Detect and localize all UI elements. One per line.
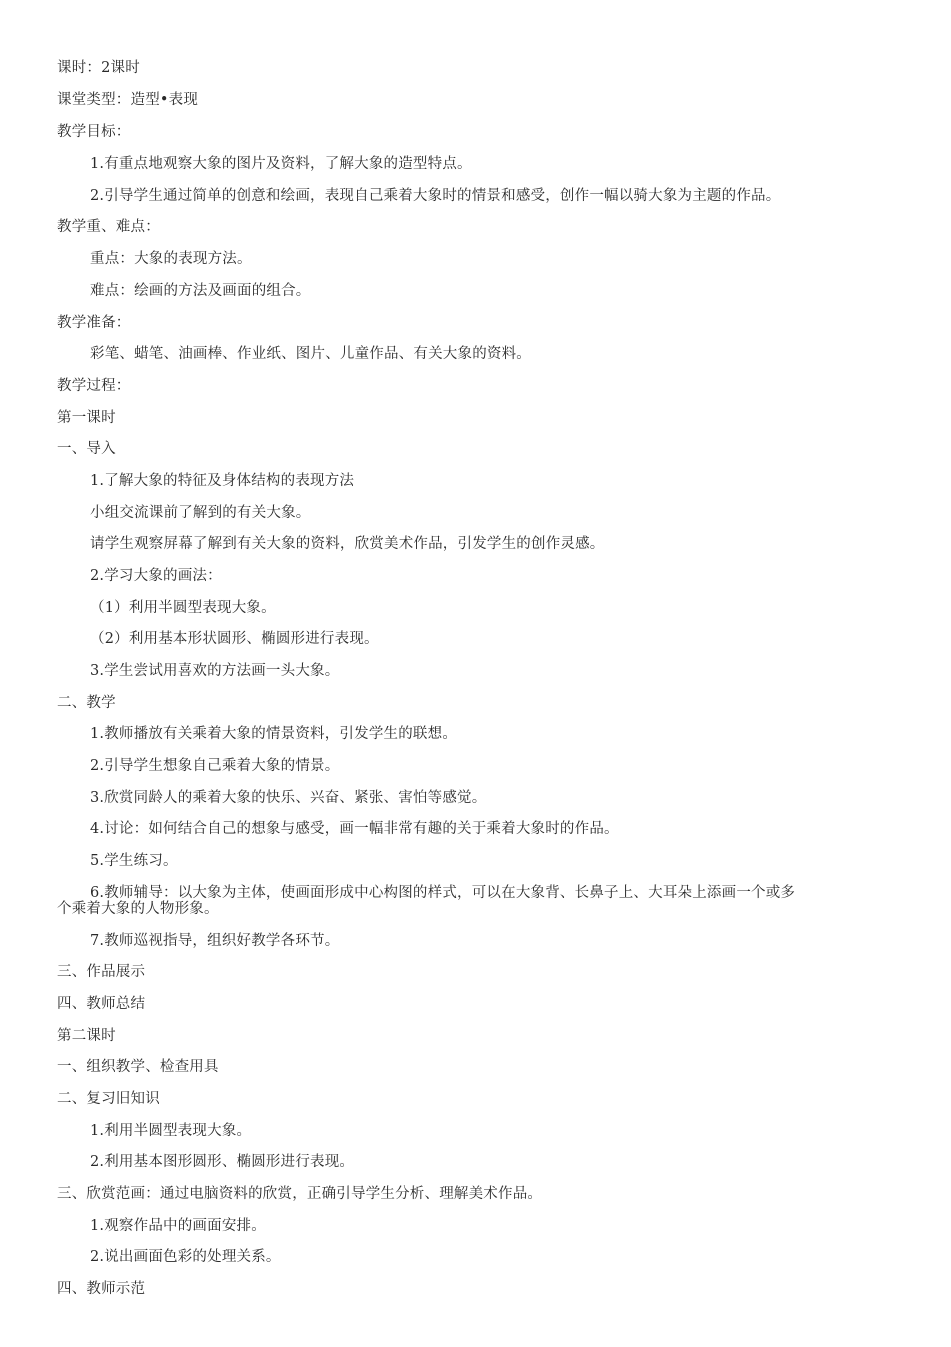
step-item-continued: 个乘着大象的人物形象。 bbox=[57, 901, 219, 917]
lesson-type: 课堂类型：造型•表现 bbox=[57, 92, 199, 108]
step-item: 1.教师播放有关乘着大象的情景资料，引发学生的联想。 bbox=[90, 726, 458, 742]
section-heading: 四、教师示范 bbox=[57, 1281, 146, 1297]
step-item: 1.了解大象的特征及身体结构的表现方法 bbox=[90, 473, 355, 489]
difficult-point: 难点：绘画的方法及画面的组合。 bbox=[90, 283, 311, 299]
heading-preparation: 教学准备： bbox=[57, 315, 131, 331]
step-item: 2.利用基本图形圆形、椭圆形进行表现。 bbox=[90, 1154, 355, 1170]
section-heading: 一、组织教学、检查用具 bbox=[57, 1059, 219, 1075]
key-point: 重点：大象的表现方法。 bbox=[90, 251, 252, 267]
section-heading: 三、作品展示 bbox=[57, 964, 146, 980]
preparation-materials: 彩笔、蜡笔、油画棒、作业纸、图片、儿童作品、有关大象的资料。 bbox=[90, 346, 531, 362]
step-item: 小组交流课前了解到的有关大象。 bbox=[90, 505, 311, 521]
objective-item: 2.引导学生通过简单的创意和绘画，表现自己乘着大象时的情景和感受，创作一幅以骑大象为主题的作品。 bbox=[90, 188, 781, 204]
step-item: 2.说出画面色彩的处理关系。 bbox=[90, 1249, 281, 1265]
heading-process: 教学过程： bbox=[57, 378, 131, 394]
step-item: 5.学生练习。 bbox=[90, 853, 178, 869]
step-item: 1.利用半圆型表现大象。 bbox=[90, 1123, 252, 1139]
heading-objectives: 教学目标： bbox=[57, 124, 131, 140]
step-item: 7.教师巡视指导，组织好教学各环节。 bbox=[90, 933, 340, 949]
step-item: 3.学生尝试用喜欢的方法画一头大象。 bbox=[90, 663, 340, 679]
sub-step-item: （1）利用半圆型表现大象。 bbox=[90, 600, 276, 616]
step-item: 1.观察作品中的画面安排。 bbox=[90, 1218, 266, 1234]
heading-second-lesson: 第二课时 bbox=[57, 1028, 116, 1044]
step-item: 3.欣赏同龄人的乘着大象的快乐、兴奋、紧张、害怕等感觉。 bbox=[90, 790, 487, 806]
step-item: 6.教师辅导：以大象为主体，使画面形成中心构图的样式，可以在大象背、长鼻子上、大耳朵上添画一个或多 bbox=[90, 885, 796, 901]
section-heading: 二、复习旧知识 bbox=[57, 1091, 160, 1107]
heading-first-lesson: 第一课时 bbox=[57, 410, 116, 426]
sub-step-item: （2）利用基本形状圆形、椭圆形进行表现。 bbox=[90, 631, 379, 647]
step-item: 请学生观察屏幕了解到有关大象的资料，欣赏美术作品，引发学生的创作灵感。 bbox=[90, 536, 605, 552]
step-item: 2.引导学生想象自己乘着大象的情景。 bbox=[90, 758, 340, 774]
step-item: 4.讨论：如何结合自己的想象与感受，画一幅非常有趣的关于乘着大象时的作品。 bbox=[90, 821, 619, 837]
step-item: 2.学习大象的画法： bbox=[90, 568, 222, 584]
objective-item: 1.有重点地观察大象的图片及资料，了解大象的造型特点。 bbox=[90, 156, 472, 172]
section-heading: 一、导入 bbox=[57, 441, 116, 457]
section-heading: 二、教学 bbox=[57, 695, 116, 711]
heading-key-points: 教学重、难点： bbox=[57, 219, 160, 235]
section-heading: 四、教师总结 bbox=[57, 996, 146, 1012]
lesson-hours: 课时：2课时 bbox=[57, 60, 140, 76]
section-heading: 三、欣赏范画：通过电脑资料的欣赏，正确引导学生分析、理解美术作品。 bbox=[57, 1186, 543, 1202]
